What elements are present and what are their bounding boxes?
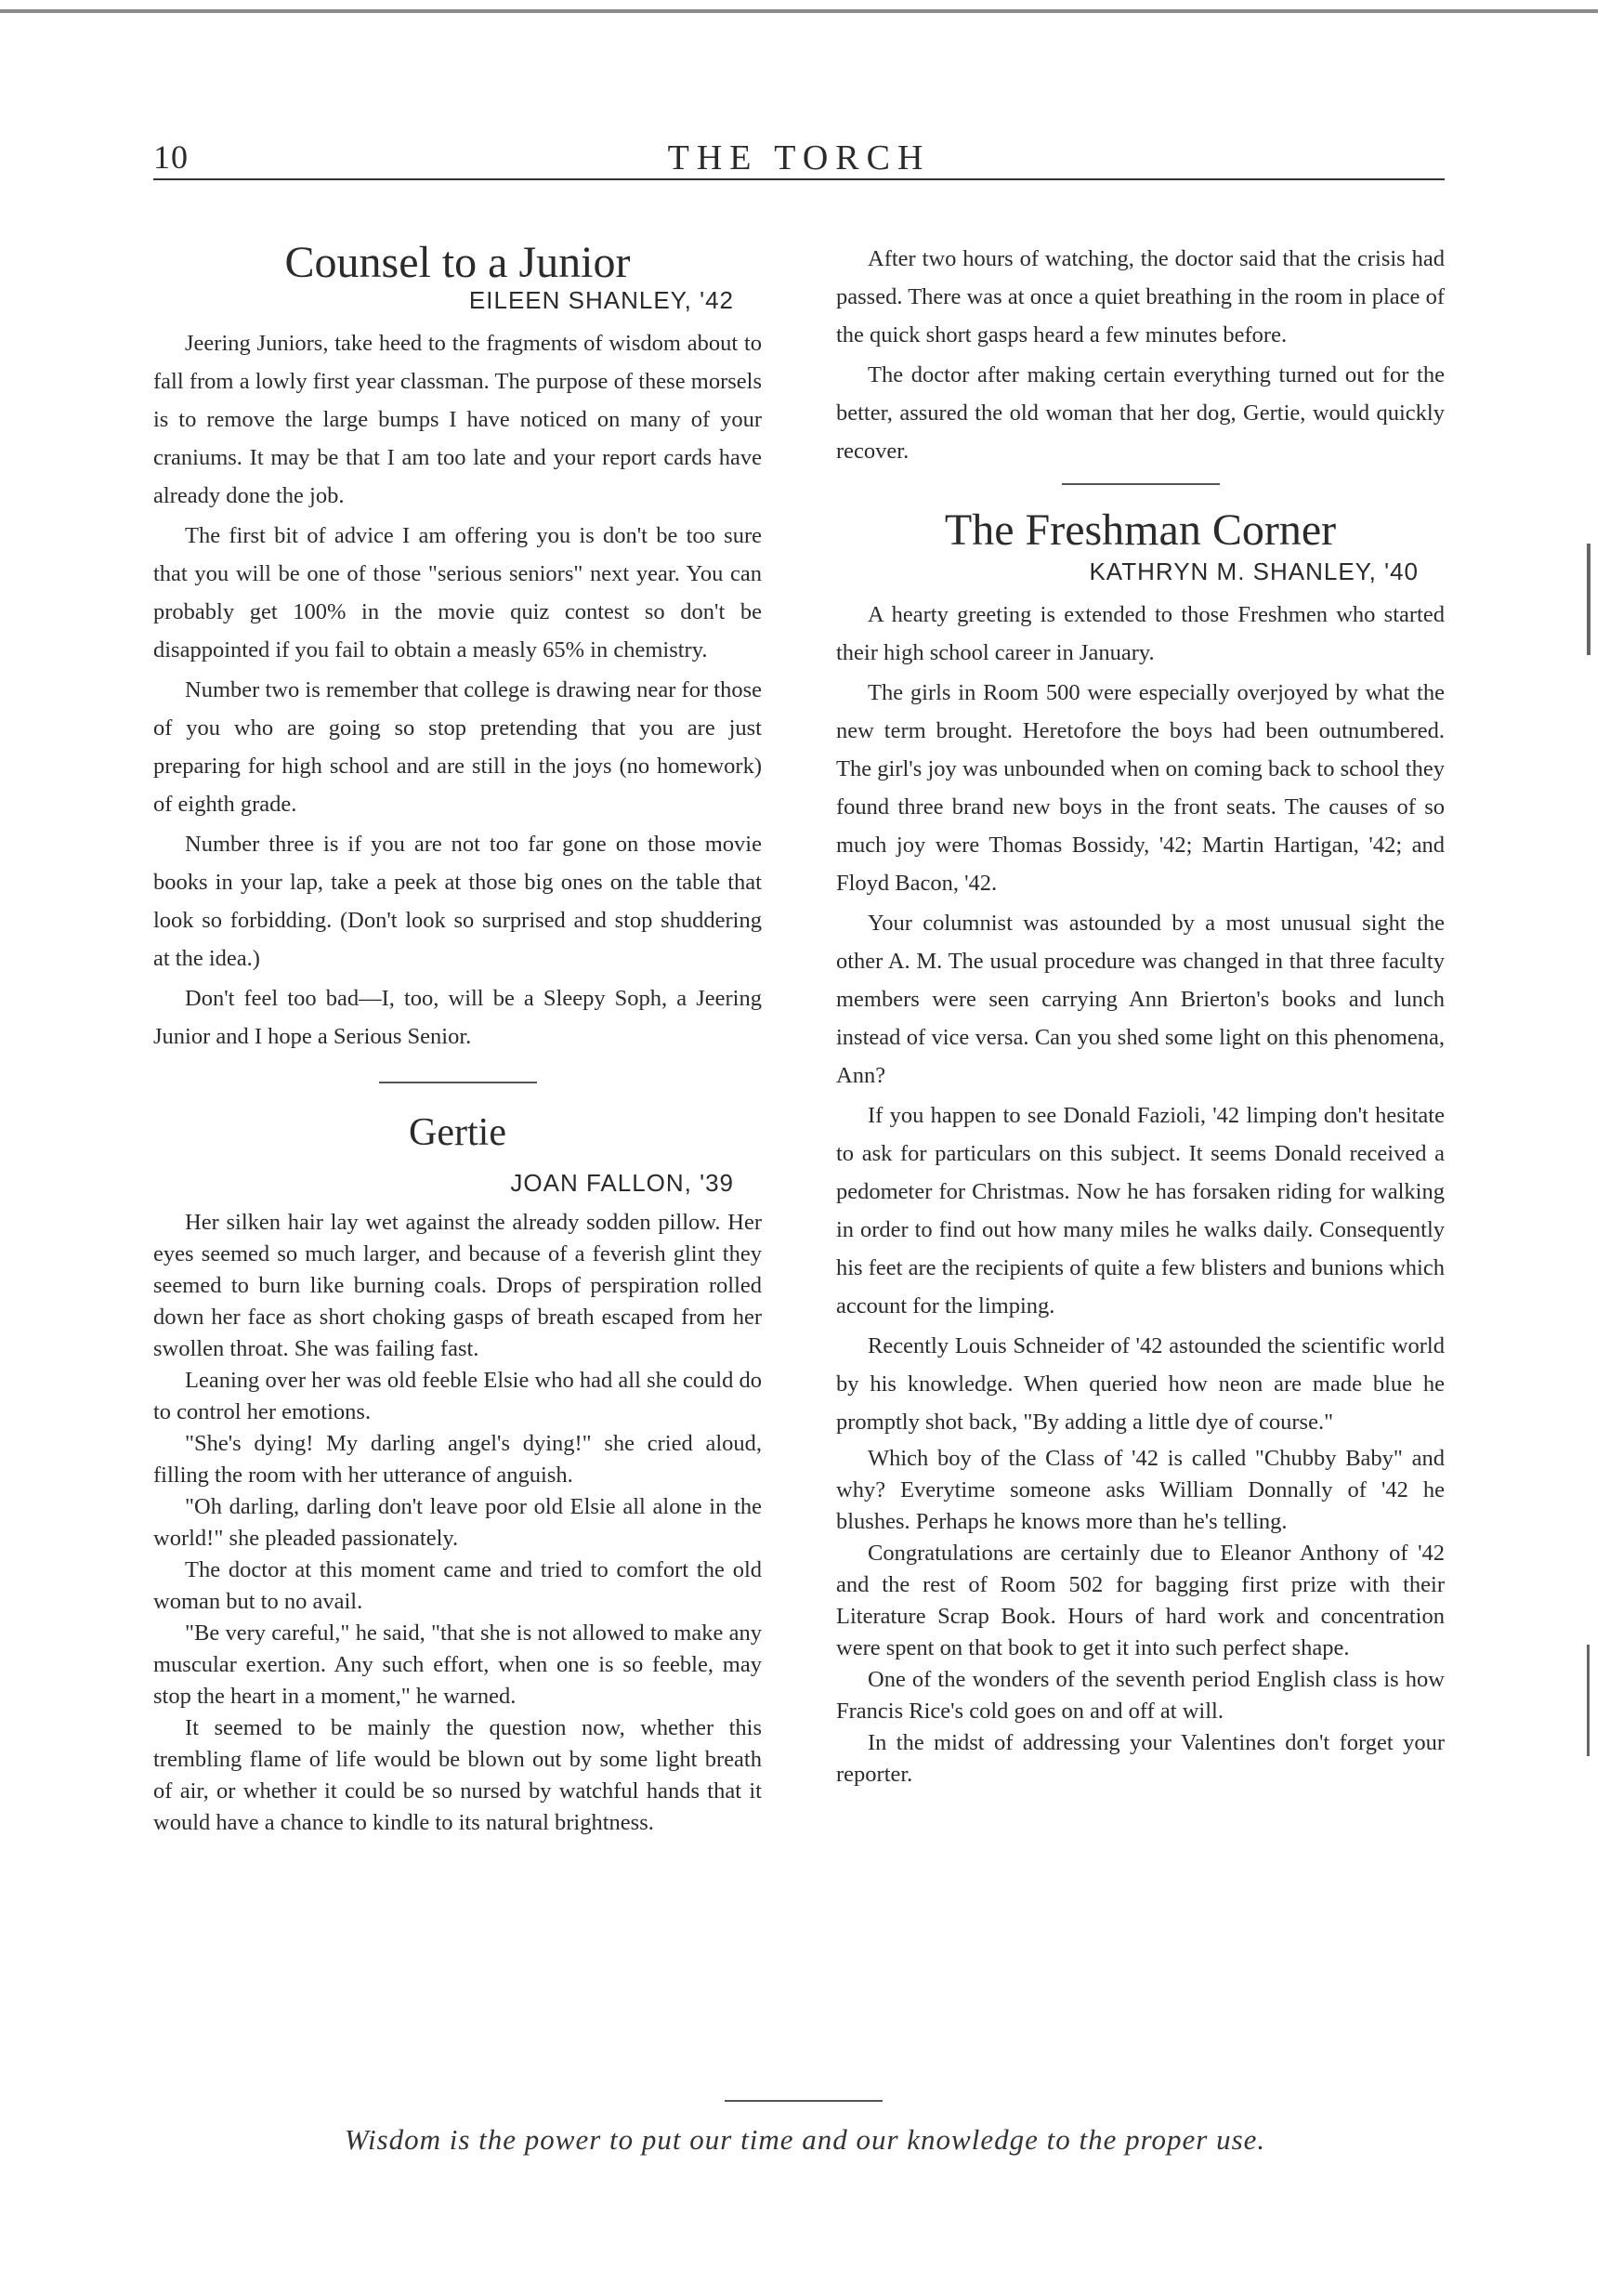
paragraph: In the midst of addressing your Valentines don't forget your reporter. (836, 1730, 1445, 1787)
footer-quote: Wisdom is the power to put our time and our knowledge to the proper use. (344, 2123, 1266, 2156)
byline-counsel: EILEEN SHANLEY, '42 (468, 286, 734, 314)
article-title-freshman: The Freshman Corner (944, 505, 1337, 555)
paragraph: One of the wonders of the seventh period English class is how Francis Rice's cold goes on and off at will. (836, 1667, 1445, 1724)
page-number: 10 (153, 138, 189, 176)
scan-margin-mark (1587, 1645, 1590, 1756)
left-column (153, 240, 762, 1839)
paragraph: After two hours of watching, the doctor said that the crisis had passed. There was at once a quiet breathing in the room in place of the quick short gasps heard a few minutes before. (836, 246, 1445, 348)
article-title-gertie: Gertie (409, 1111, 506, 1154)
paragraph: "Oh darling, darling don't leave poor old Elsie all alone in the world!" she pleaded passionately. (153, 1494, 762, 1551)
paragraph: Leaning over her was old feeble Elsie who had all she could do to control her emotions. (153, 1368, 762, 1424)
footer-divider (725, 2100, 883, 2102)
paragraph: If you happen to see Donald Fazioli, '42 limping don't hesitate to ask for particulars on this subject. It seems Donald received a pedometer for Christmas. Now he has forsaken riding for walking in order to find out how many miles he walks daily. Consequently his feet are the recipients of quite a few blisters and bunions which account for the limping. (836, 1103, 1445, 1319)
byline-freshman: KATHRYN M. SHANLEY, '40 (1089, 558, 1419, 585)
masthead: THE TORCH (667, 138, 931, 177)
paragraph: Her silken hair lay wet against the already sodden pillow. Her eyes seemed so much larger, and because of a feverish glint they seemed to burn like burning coals. Drops of perspiration rolled down her face as short choking gasps of breath escaped from her swollen throat. She was failing fast. (153, 1210, 762, 1361)
scan-top-edge (0, 9, 1598, 13)
paragraph: The girls in Room 500 were especially overjoyed by what the new term brought. Heretofore the boys had been outnumbered. The girl's joy was unbounded when on coming back to school they found three brand new boys in the front seats. The causes of so much joy were Thomas Bossidy, '42; Martin Hartigan, '42; and Floyd Bacon, '42. (836, 680, 1445, 896)
paragraph: A hearty greeting is extended to those Freshmen who started their high school career in January. (836, 602, 1445, 665)
right-column (836, 240, 1445, 1791)
paragraph: Jeering Juniors, take heed to the fragments of wisdom about to fall from a lowly first year classman. The purpose of these morsels is to remove the large bumps I have noticed on many of your craniums. It may be that I am too late and your report cards have already done the job. (153, 331, 762, 508)
paragraph: Which boy of the Class of '42 is called "Chubby Baby" and why? Everytime someone asks William Donnally of '42 he blushes. Perhaps he knows more than he's telling. (836, 1446, 1445, 1534)
paragraph: It seemed to be mainly the question now, whether this trembling flame of life would be blown out by some light breath of air, or whether it could be so nursed by watchful hands that it would have a chance to kindle to its natural brightness. (153, 1715, 762, 1835)
paragraph: Number two is remember that college is drawing near for those of you who are going so stop pretending that you are just preparing for high school and are still in the joys (no homework) of eighth grade. (153, 677, 762, 817)
page (153, 138, 1445, 1835)
section-divider (379, 1082, 537, 1083)
paragraph: "Be very careful," he said, "that she is not allowed to make any muscular exertion. Any such effort, when one is so feeble, may stop the heart in a moment," he warned. (153, 1620, 762, 1709)
paragraph: The first bit of advice I am offering you is don't be too sure that you will be one of those "serious seniors" next year. You can probably get 100% in the movie quiz contest so don't be disappointed if you fail to obtain a measly 65% in chemistry. (153, 523, 762, 663)
paragraph: Don't feel too bad—I, too, will be a Sleepy Soph, a Jeering Junior and I hope a Serious Senior. (153, 986, 762, 1049)
section-divider (1062, 483, 1220, 485)
paragraph: "She's dying! My darling angel's dying!" she cried aloud, filling the room with her utterance of anguish. (153, 1431, 762, 1488)
paragraph: Number three is if you are not too far gone on those movie books in your lap, take a peek at those big ones on the table that look so forbidding. (Don't look so surprised and stop shuddering at the idea.) (153, 832, 762, 971)
page-header (153, 138, 1445, 180)
paragraph: Recently Louis Schneider of '42 astounded the scientific world by his knowledge. When queried how neon are made blue he promptly shot back, "By adding a little dye of course." (836, 1333, 1445, 1435)
byline-gertie: JOAN FALLON, '39 (510, 1169, 734, 1197)
paragraph: The doctor at this moment came and tried to comfort the old woman but to no avail. (153, 1557, 762, 1614)
scan-margin-mark (1587, 544, 1590, 655)
paragraph: The doctor after making certain everything turned out for the better, assured the old woman that her dog, Gertie, would quickly recover. (836, 362, 1445, 464)
paragraph: Congratulations are certainly due to Eleanor Anthony of '42 and the rest of Room 502 for bagging first prize with their Literature Scrap Book. Hours of hard work and concentration were spent on that book to get it into such perfect shape. (836, 1541, 1445, 1660)
article-title-counsel: Counsel to a Junior (284, 238, 631, 287)
paragraph: Your columnist was astounded by a most unusual sight the other A. M. The usual procedure was changed in that three faculty members were seen carrying Ann Brierton's books and lunch instead of vice versa. Can you shed some light on this phenomena, Ann? (836, 911, 1445, 1088)
